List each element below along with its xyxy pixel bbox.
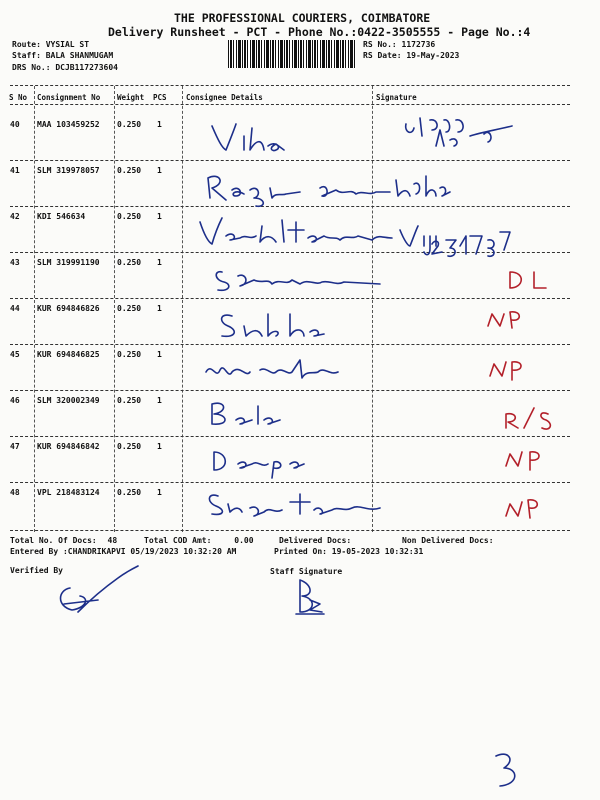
row-sno: 48 [10,488,20,497]
rs-number: RS No.: 1172736 [363,40,436,49]
row-pcs: 1 [157,166,162,175]
runsheet-subtitle: Delivery Runsheet - PCT - Phone No.:0422-3505555 - Page No.:4 [108,25,531,39]
row-weight: 0.250 [117,442,142,451]
status-mark [510,272,546,288]
total-cod-label: Total COD Amt: [144,536,212,545]
note-text [296,0,314,7]
note-text [358,0,372,7]
status-text [445,0,452,7]
status-mark [506,500,537,518]
signature-mark [400,226,436,255]
row-weight: 0.250 [117,258,142,267]
row-sno: 42 [10,212,20,221]
signature-mark [396,176,450,196]
verified-by-label: Verified By [10,566,63,575]
row-sno: 43 [10,258,20,267]
row-pcs: 1 [157,120,162,129]
row-consignment: SLM 320002349 [37,396,100,405]
signature-mark [436,126,512,146]
row-consignment: VPL 218483124 [37,488,100,497]
note-text [275,0,293,7]
row-weight: 0.250 [117,488,142,497]
printed-on: Printed On: 19-05-2023 10:32:31 [274,547,424,556]
total-cod [144,536,254,545]
row-sno: 40 [10,120,20,129]
row-consignment: MAA 103459252 [37,120,100,129]
handwritten-name [222,314,324,336]
status-text [455,0,466,7]
staff-signature-label: Staff Signature [270,567,343,576]
row-sno: 44 [10,304,20,313]
total-docs-value: 48 [107,536,118,545]
handwritten-name [208,176,390,206]
row-pcs: 1 [157,304,162,313]
col-header-sno: S No [9,93,28,102]
handwritten-name [206,360,338,378]
row-weight: 0.250 [117,304,142,313]
delivered-docs-label: Delivered Docs: [279,536,352,545]
handwritten-name-text [202,0,216,7]
handwritten-name [209,494,380,516]
row-weight: 0.250 [117,166,142,175]
row-pcs: 1 [157,442,162,451]
total-docs-label: Total No. Of Docs: [10,536,97,545]
row-pcs: 1 [157,258,162,267]
company-title: THE PROFESSIONAL COURIERS, COIMBATORE [174,11,431,25]
col-header-weight: Weight [117,93,145,102]
row-consignment: KUR 694846842 [37,442,100,451]
status-text [434,0,441,7]
row-pcs: 1 [157,350,162,359]
status-mark [506,408,550,429]
handwritten-name-text [173,0,198,7]
staff-label: Staff: BALA SHANMUGAM [12,51,114,60]
row-consignment: SLM 319978057 [37,166,100,175]
col-header-consignment: Consignment No [37,93,101,102]
handwritten-name [212,403,280,424]
row-consignment: KDI 546634 [37,212,86,221]
note-text [376,0,390,7]
verified-signature [61,566,139,612]
total-cod-value: 0.00 [234,536,254,545]
row-sno: 41 [10,166,20,175]
handwritten-name-text [112,0,148,7]
staff-signature-mark [296,580,324,614]
row-weight: 0.250 [117,396,142,405]
row-consignment: KUR 694846825 [37,350,100,359]
handwritten-name-text [242,0,271,7]
row-weight: 0.250 [117,350,142,359]
col-header-consignee: Consignee Details [186,93,263,102]
drs-number: DRS No.: DCJB117273604 [12,63,118,72]
row-sno: 45 [10,350,20,359]
row-weight: 0.250 [117,120,142,129]
status-mark [506,452,539,470]
rs-date: RS Date: 19-May-2023 [363,51,460,60]
handwritten-name-text [22,0,58,7]
page-mark-text [492,0,496,7]
note-text [394,0,419,7]
status-text [423,0,430,7]
status-mark [488,312,519,328]
handwritten-name-text [0,0,18,7]
signature-mark [432,232,510,256]
page-number-mark [496,754,515,786]
row-consignment: KUR 694846826 [37,304,100,313]
non-delivered-docs-label: Non Delivered Docs: [402,536,494,545]
handwritten-name-text [61,0,108,7]
row-pcs: 1 [157,488,162,497]
handwritten-name-text [220,0,238,7]
handwritten-name [200,218,392,244]
status-mark [490,362,521,380]
signature-mark [406,118,463,136]
status-text [481,0,488,7]
row-sno: 46 [10,396,20,405]
row-weight: 0.250 [117,212,142,221]
handwritten-name [214,452,304,478]
row-consignment: SLM 319991190 [37,258,100,267]
handwritten-name [212,124,284,151]
note-text [318,0,354,7]
col-header-pcs: PCS [153,93,167,102]
row-pcs: 1 [157,396,162,405]
handwritten-name [216,272,380,291]
row-sno: 47 [10,442,20,451]
col-header-signature: Signature [376,93,417,102]
status-text [470,0,477,7]
entered-by: Entered By :CHANDRIKAPVI 05/19/2023 10:32:20 AM [10,547,237,556]
route-label: Route: VYSIAL ST [12,40,90,49]
row-pcs: 1 [157,212,162,221]
handwritten-name-text [152,0,170,7]
total-docs [10,536,117,545]
